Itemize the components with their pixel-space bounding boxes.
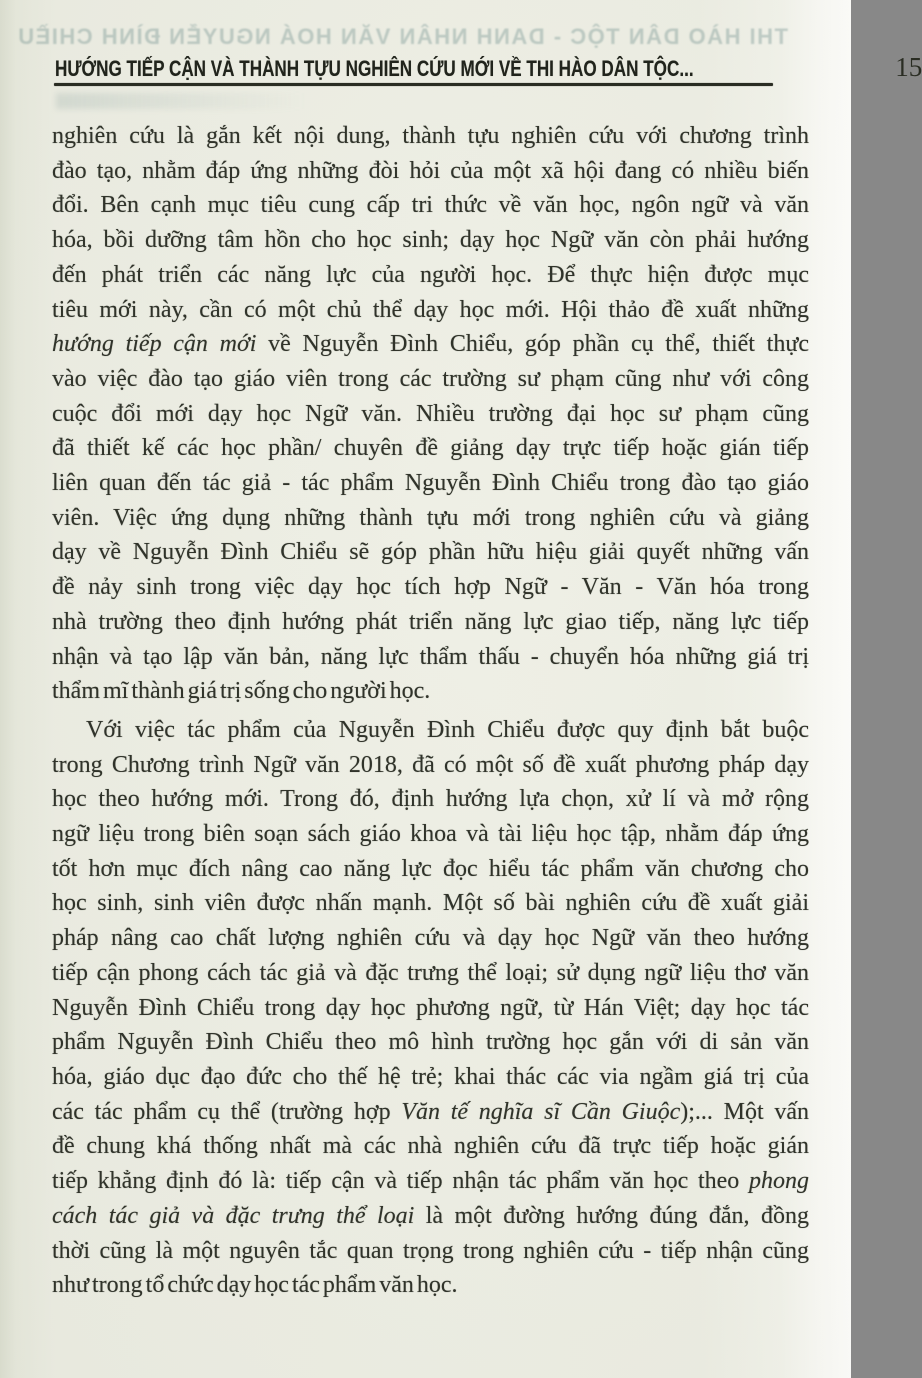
text-line: liên quan đến tác giả - tác phẩm Nguyễn Đình Chiểu trong đào tạo giáo — [52, 470, 809, 497]
body-text — [52, 119, 809, 1303]
page-number: 15 — [895, 52, 922, 82]
text-line: pháp nâng cao chất lượng nghiên cứu và dạy học Ngữ văn theo hướng — [52, 925, 809, 952]
header-rule — [54, 83, 773, 86]
text-line: phẩm Nguyễn Đình Chiểu theo mô hình trường học gắn với di sản văn — [52, 1029, 809, 1056]
text-line: vào việc đào tạo giáo viên trong các trường sư phạm cũng như với công — [52, 365, 809, 392]
text-line: viên. Việc ứng dụng những thành tựu mới trong nghiên cứu và giảng — [52, 504, 809, 531]
text-line: đề chung khá thống nhất mà các nhà nghiên cứu đã trực tiếp hoặc gián — [52, 1133, 809, 1160]
text-line: trong Chương trình Ngữ văn 2018, đã có một số đề xuất phương pháp dạy — [52, 751, 809, 778]
paragraph — [52, 119, 809, 709]
text-line: dạy về Nguyễn Đình Chiểu sẽ góp phần hữu hiệu giải quyết những vấn — [52, 539, 809, 566]
text-line: tốt hơn mục đích nâng cao năng lực đọc hiểu tác phẩm văn chương cho — [52, 855, 809, 882]
text-line: đổi. Bên cạnh mục tiêu cung cấp tri thức về văn học, ngôn ngữ và văn — [52, 192, 809, 219]
bleed-through-text: THI HÀO DÂN TỘC - DANH NHÂN VĂN HOÁ NGUYỄN ĐÌNH CHIỀU — [16, 24, 788, 49]
text-line: nhận và tạo lập văn bản, năng lực thẩm thấu - chuyển hóa những giá trị — [52, 643, 809, 670]
text-line: tiếp khẳng định đó là: tiếp cận và tiếp nhận tác phẩm văn học theo phong — [52, 1168, 809, 1195]
text-line: học sinh, sinh viên được nhấn mạnh. Một số bài nghiên cứu đề xuất giải — [52, 890, 809, 917]
header-title-wrap — [55, 56, 895, 82]
text-line: Với việc tác phẩm của Nguyễn Đình Chiểu được quy định bắt buộc — [86, 716, 809, 743]
text-line: thẩm mĩ thành giá trị sống cho người học. — [52, 678, 431, 705]
text-line: học theo hướng mới. Trong đó, định hướng lựa chọn, xử lí và mở rộng — [52, 786, 809, 813]
text-line: cuộc đổi mới dạy học Ngữ văn. Nhiều trường đại học sư phạm cũng — [52, 400, 809, 427]
text-line: các tác phẩm cụ thể (trường hợp Văn tế nghĩa sĩ Cần Giuộc);... Một vấn — [52, 1098, 809, 1125]
text-line: nghiên cứu là gắn kết nội dung, thành tựu nghiên cứu với chương trình — [52, 123, 809, 149]
paragraph — [52, 713, 809, 1303]
text-line: tiêu mới này, cần có một chủ thể dạy học mới. Hội thảo đề xuất những — [52, 296, 809, 323]
text-line: Nguyễn Đình Chiểu trong dạy học phương ngữ, từ Hán Việt; dạy học tác — [52, 994, 809, 1021]
running-header — [55, 52, 922, 83]
text-line: hóa, bồi dưỡng tâm hồn cho học sinh; dạy học Ngữ văn còn phải hướng — [52, 227, 809, 254]
text-line: nhà trường theo định hướng phát triển năng lực giao tiếp, năng lực tiếp — [52, 608, 809, 635]
text-line: ngữ liệu trong biên soạn sách giáo khoa và tài liệu học tập, nhằm đáp ứng — [52, 821, 809, 848]
text-line: như trong tổ chức dạy học tác phẩm văn học. — [52, 1272, 458, 1299]
text-line: hướng tiếp cận mới về Nguyễn Đình Chiểu, góp phần cụ thể, thiết thực — [52, 331, 809, 358]
text-line: cách tác giả và đặc trưng thể loại là một đường hướng đúng đắn, đồng — [52, 1202, 809, 1229]
text-line: đào tạo, nhằm đáp ứng những đòi hỏi của một xã hội đang có nhiều biến — [52, 157, 809, 184]
text-line: đề nảy sinh trong việc dạy học tích hợp Ngữ - Văn - Văn hóa trong — [52, 574, 809, 601]
header-title: HƯỚNG TIẾP CẬN VÀ THÀNH TỰU NGHIÊN CỨU MỚI VỀ THI HÀO DÂN TỘC... — [55, 56, 694, 81]
bleed-smudge — [56, 93, 306, 109]
text-line: tiếp cận phong cách tác giả và đặc trưng thể loại; sử dụng ngữ liệu thơ văn — [52, 959, 809, 986]
text-line: đã thiết kế các học phần/ chuyên đề giảng dạy trực tiếp hoặc gián tiếp — [52, 435, 809, 462]
text-line: đến phát triển các năng lực của người học. Để thực hiện được mục — [52, 261, 809, 288]
text-line: hóa, giáo dục đạo đức cho thế hệ trẻ; khai thác các via ngầm giá trị của — [52, 1063, 809, 1090]
text-line: thời cũng là một nguyên tắc quan trọng trong nghiên cứu - tiếp nhận cũng — [52, 1237, 809, 1264]
